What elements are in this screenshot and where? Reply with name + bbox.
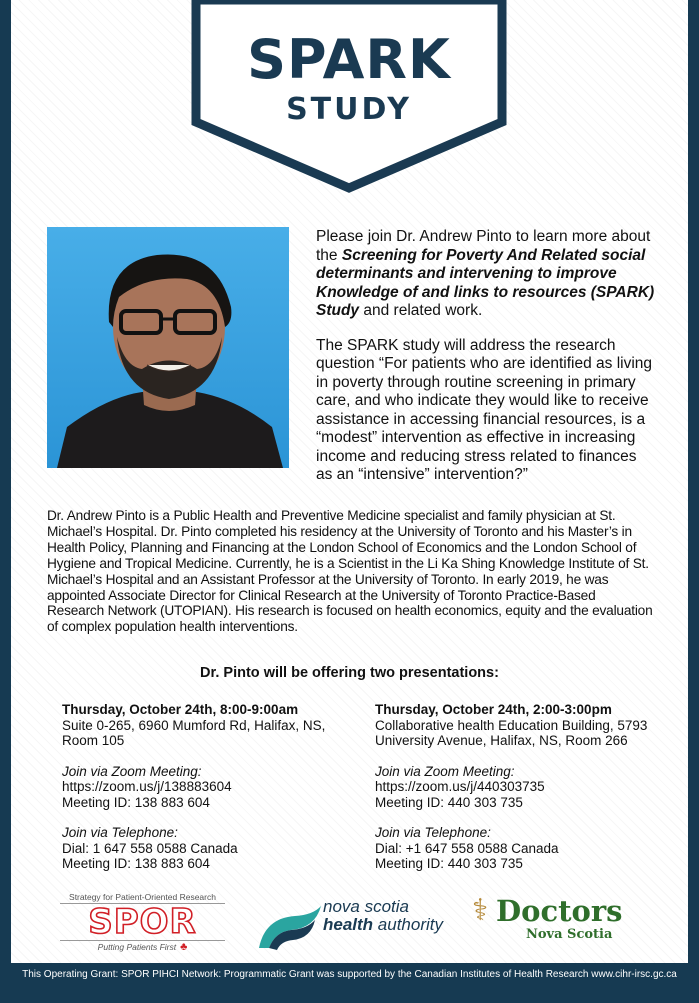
subtitle: STUDY bbox=[286, 92, 412, 127]
presentation-2-zoom-label: Join via Zoom Meeting: bbox=[375, 763, 515, 779]
presentation-2-phone-label: Join via Telephone: bbox=[375, 825, 491, 840]
speaker-photo bbox=[47, 227, 289, 468]
intro-paragraph-2: The SPARK study will address the research question “For patients who are identified as living in poverty through routine screening in primary care, and who indicate they would like to receive assistance in accessing financial resources, is a “modest” intervention as effective in increasing income and reducing stress related to finances as an “intensive” intervention?” bbox=[316, 336, 653, 483]
nsha-line1: nova scotia bbox=[323, 897, 409, 916]
footer bbox=[0, 963, 699, 1003]
presentation-1-zoom-url[interactable]: https://zoom.us/j/138883604 bbox=[62, 779, 232, 794]
presentation-1-location: Suite 0-265, 6960 Mumford Rd, Halifax, NS, Room 105 bbox=[62, 717, 326, 748]
maple-leaf-icon: ♣ bbox=[180, 941, 188, 953]
presentation-2-phone-id: Meeting ID: 440 303 735 bbox=[375, 856, 523, 871]
presentation-1-phone-label: Join via Telephone: bbox=[62, 825, 178, 840]
doctors-subtitle: Nova Scotia bbox=[526, 927, 613, 942]
intro-p1-post: and related work. bbox=[359, 302, 483, 319]
speaker-bio: Dr. Andrew Pinto is a Public Health and Preventive Medicine specialist and family physician at St. Michael’s Hospital. Dr. Pinto completed his residency at the University of Toronto and his Master’s in Health Policy, Planning and Financing at the London School of Economics and the London School of Hygiene and Tropical Medicine. Currently, he is a Scientist in the Li Ka Shing Knowledge Institute of St. Michael’s Hospital and an Assistant Professor at the University of Toronto. In early 2019, he was appointed Associate Director for Clinical Research at the University of Toronto Practice-Based Research Network (UTOPIAN). His research is focused on health economics, equity and the evaluation of complex population health interventions. bbox=[47, 508, 653, 635]
presentation-2-phone-dial: Dial: +1 647 558 0588 Canada bbox=[375, 840, 559, 856]
sponsor-logos bbox=[0, 890, 699, 960]
nsha-health: health bbox=[323, 915, 374, 934]
presentation-2-zoom-id: Meeting ID: 440 303 735 bbox=[375, 794, 523, 810]
presentation-1-zoom-id: Meeting ID: 138 883 604 bbox=[62, 794, 210, 810]
intro-text bbox=[316, 228, 656, 501]
presentation-2-zoom-url[interactable]: https://zoom.us/j/440303735 bbox=[375, 779, 545, 794]
intro-p1-pre: Please join Dr. Andrew Pinto to learn more about the bbox=[316, 228, 651, 264]
title-banner bbox=[190, 0, 508, 194]
presentation-2-time: Thursday, October 24th, 2:00-3:00pm bbox=[375, 702, 612, 717]
spor-tagline-bottom: Putting Patients First bbox=[97, 942, 177, 952]
footer-grant-text: This Operating Grant: SPOR PIHCI Network: Programmatic Grant was supported by the Canadian Institutes of Health Research www.cihr-irsc.gc.ca bbox=[22, 969, 677, 980]
title: SPARK bbox=[247, 28, 451, 91]
intro-paragraph-1 bbox=[316, 228, 656, 321]
caduceus-icon: ⚕ bbox=[472, 894, 489, 927]
spor-tagline-top: Strategy for Patient-Oriented Research bbox=[60, 892, 225, 904]
presentation-1-phone-id: Meeting ID: 138 883 604 bbox=[62, 856, 210, 871]
presentations-heading: Dr. Pinto will be offering two presentations: bbox=[200, 665, 499, 681]
doctors-wordmark: Doctors bbox=[496, 894, 623, 928]
presentation-1-zoom-label: Join via Zoom Meeting: bbox=[62, 763, 202, 779]
doctors-ns-logo bbox=[472, 894, 642, 954]
presentation-2 bbox=[375, 702, 665, 872]
nsha-authority: authority bbox=[377, 915, 443, 934]
presentation-2-location: Collaborative health Education Building, 5793 University Avenue, Halifax, NS, Room 266 bbox=[375, 717, 648, 748]
presentation-1 bbox=[62, 702, 352, 872]
nsha-wave-icon bbox=[255, 898, 325, 953]
spor-wordmark: SPOR bbox=[88, 902, 197, 942]
nsha-logo bbox=[255, 896, 455, 956]
spor-logo bbox=[60, 892, 225, 954]
presentation-1-phone-dial: Dial: 1 647 558 0588 Canada bbox=[62, 840, 238, 856]
presentation-1-time: Thursday, October 24th, 8:00-9:00am bbox=[62, 702, 299, 717]
intro-p1-study-name: Screening for Poverty And Related social determinants and intervening to improve Knowledge of and links to resources (SPARK) Study bbox=[316, 246, 655, 319]
